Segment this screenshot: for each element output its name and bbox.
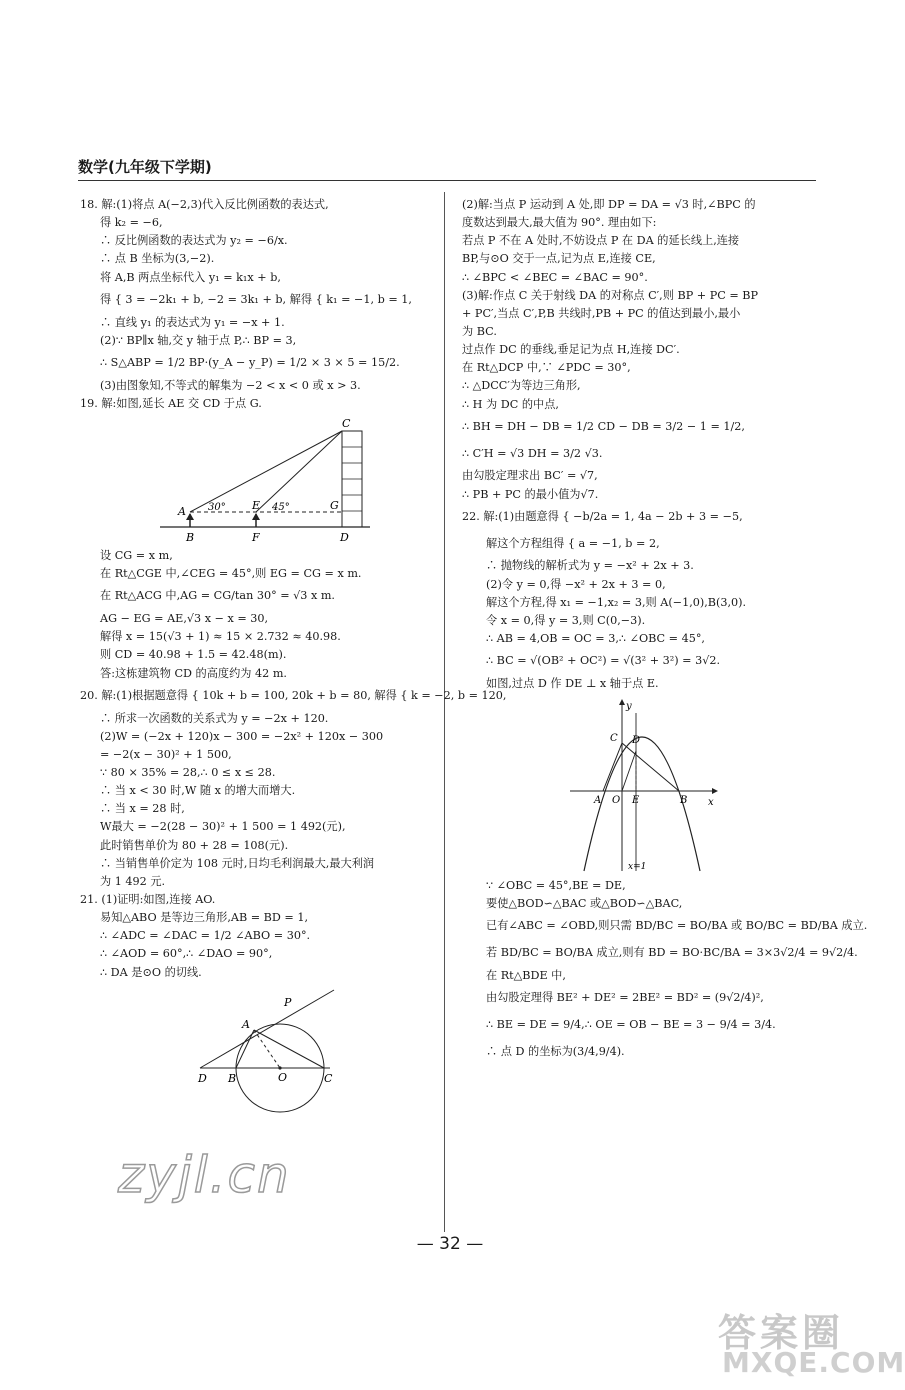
text-line: 度数达到最大,最大值为 90°. 理由如下:: [462, 216, 657, 230]
text-line: 18. 解:(1)将点 A(−2,3)代入反比例函数的表达式,: [80, 198, 329, 211]
text-line: ∴ 点 D 的坐标为(3/4,9/4).: [486, 1045, 625, 1059]
fig21-label-a: A: [242, 1017, 250, 1031]
text-line: = −2(x − 30)² + 1 500,: [100, 747, 232, 761]
fig19-angle-30: 30°: [208, 502, 226, 514]
text-line: 过点作 DC 的垂线,垂足记为点 H,连接 DC′.: [462, 343, 680, 357]
text-line: ∴ 点 B 坐标为(3,−2).: [100, 252, 215, 266]
text-line: ∴ 抛物线的解析式为 y = −x² + 2x + 3.: [486, 559, 694, 573]
text-line: ∴ BC = √(OB² + OC²) = √(3² + 3²) = 3√2.: [486, 654, 721, 668]
fig22-label-d: D: [632, 735, 641, 747]
watermark-stamp: 答案圈: [718, 1311, 845, 1355]
page-number: — 32 —: [416, 1234, 484, 1254]
text-line: ∴ △DCC′为等边三角形,: [462, 379, 581, 393]
text-line: 由勾股定理得 BE² + DE² = 2BE² = BD² = (9√2/4)²,: [486, 991, 764, 1005]
fig19-label-e: E: [252, 499, 261, 513]
text-line: 为 1 492 元.: [100, 874, 166, 888]
text-line: 由勾股定理求出 BC′ = √7,: [462, 469, 598, 483]
text-line: 要使△BOD∽△BAC 或△BOD∽△BAC,: [486, 897, 683, 911]
text-line: 将 A,B 两点坐标代入 y₁ = k₁x + b,: [100, 270, 281, 284]
fig19-label-a: A: [178, 505, 186, 519]
fig22-label-o: O: [612, 795, 621, 807]
text-line: 如图,过点 D 作 DE ⊥ x 轴于点 E.: [486, 677, 659, 691]
text-line: 在 Rt△DCP 中,∵ ∠PDC = 30°,: [462, 361, 631, 375]
text-line: ∴ PB + PC 的最小值为√7.: [462, 487, 599, 501]
text-line: 得 { 3 = −2k₁ + b, −2 = 3k₁ + b, 解得 { k₁ = −1, b = 1,: [100, 292, 412, 306]
text-line: (3)由图象知,不等式的解集为 −2 < x < 0 或 x > 3.: [100, 378, 361, 392]
text-line: ∴ AB = 4,OB = OC = 3,∴ ∠OBC = 45°,: [486, 632, 705, 646]
text-line: 易知△ABO 是等边三角形,AB = BD = 1,: [100, 911, 309, 925]
text-line: ∴ 当 x < 30 时,W 随 x 的增大而增大.: [100, 784, 296, 798]
text-line: 得 k₂ = −6,: [100, 216, 163, 230]
text-line: ∴ S△ABP = 1/2 BP·(y_A − y_P) = 1/2 × 3 × 5 = 15/2.: [100, 355, 400, 369]
text-line: 解这个方程,得 x₁ = −1,x₂ = 3,则 A(−1,0),B(3,0).: [486, 595, 747, 609]
figure-19-building-diagram: [80, 415, 420, 545]
text-line: 20. 解:(1)根据题意得 { 10k + b = 100, 20k + b = 80, 解得 { k = −2, b = 120,: [80, 688, 507, 702]
fig22-label-y: y: [626, 701, 632, 713]
page-header-title: 数学(九年级下学期): [78, 158, 212, 176]
fig22-label-b: B: [680, 795, 688, 807]
text-line: 已有∠ABC = ∠OBD,则只需 BD/BC = BO/BA 或 BO/BC = BD/BA 成立.: [486, 919, 868, 933]
fig21-label-c: C: [324, 1071, 333, 1085]
text-line: (2)W = (−2x + 120)x − 300 = −2x² + 120x − 300: [100, 729, 384, 743]
fig22-label-x: x: [708, 797, 714, 809]
text-line: 此时销售单价为 80 + 28 = 108(元).: [100, 838, 289, 852]
text-line: 22. 解:(1)由题意得 { −b/2a = 1, 4a − 2b + 3 = −5,: [462, 509, 743, 523]
fig19-label-c: C: [342, 417, 351, 431]
text-line: AG − EG = AE,√3 x − x = 30,: [100, 612, 269, 626]
text-line: 解这个方程组得 { a = −1, b = 2,: [486, 536, 660, 550]
fig19-angle-45: 45°: [272, 502, 290, 514]
text-line: ∵ 80 × 35% = 28,∴ 0 ≤ x ≤ 28.: [100, 766, 276, 780]
text-line: 则 CD = 40.98 + 1.5 = 42.48(m).: [100, 648, 287, 662]
fig22-label-e: E: [632, 795, 640, 807]
fig22-label-a: A: [594, 795, 602, 807]
text-line: 21. (1)证明:如图,连接 AO.: [80, 893, 216, 907]
fig19-label-d: D: [340, 531, 349, 545]
fig22-axis-note: x=1: [628, 862, 647, 873]
text-line: + PC′,当点 C′,P,B 共线时,PB + PC 的值达到最小,最小: [462, 306, 741, 320]
text-line: ∴ 所求一次函数的关系式为 y = −2x + 120.: [100, 711, 329, 725]
text-line: ∴ H 为 DC 的中点,: [462, 397, 559, 411]
text-line: 答:这栋建筑物 CD 的高度约为 42 m.: [100, 666, 287, 680]
text-line: W最大 = −2(28 − 30)² + 1 500 = 1 492(元),: [100, 820, 346, 834]
text-line: 令 x = 0,得 y = 3,则 C(0,−3).: [486, 613, 646, 627]
text-line: 解得 x = 15(√3 + 1) ≈ 15 × 2.732 ≈ 40.98.: [100, 630, 341, 644]
text-line: BP,与⊙O 交于一点,记为点 E,连接 CE,: [462, 252, 656, 266]
text-line: ∴ ∠BPC < ∠BEC = ∠BAC = 90°.: [462, 270, 648, 284]
text-line: ∴ BE = DE = 9/4,∴ OE = OB − BE = 3 − 9/4 = 3/4.: [486, 1018, 776, 1032]
text-line: ∴ 当销售单价定为 108 元时,日均毛利润最大,最大利润: [100, 856, 375, 870]
text-line: 为 BC.: [462, 324, 497, 338]
watermark-zyjl: zyjl.cn: [118, 1146, 291, 1204]
text-line: ∵ ∠OBC = 45°,BE = DE,: [486, 879, 626, 893]
text-line: ∴ C′H = √3 DH = 3/2 √3.: [462, 446, 603, 460]
text-line: ∴ 反比例函数的表达式为 y₂ = −6/x.: [100, 234, 288, 248]
text-line: ∴ 直线 y₁ 的表达式为 y₁ = −x + 1.: [100, 315, 285, 329]
fig22-label-c: C: [610, 733, 618, 745]
fig21-label-o: O: [278, 1070, 288, 1084]
text-line: ∴ ∠ADC = ∠DAC = 1/2 ∠ABO = 30°.: [100, 929, 311, 943]
text-line: 19. 解:如图,延长 AE 交 CD 于点 G.: [80, 396, 262, 410]
right-column: [462, 196, 868, 1066]
text-line: (2)解:当点 P 运动到 A 处,即 DP = DA = √3 时,∠BPC 的: [462, 198, 756, 211]
fig21-label-b: B: [228, 1071, 237, 1085]
text-line: 若 BD/BC = BO/BA 成立,则有 BD = BO·BC/BA = 3×3√2/4 = 9√2/4.: [486, 946, 858, 960]
text-line: ∴ BH = DH − DB = 1/2 CD − DB = 3/2 − 1 = 1/2,: [462, 419, 745, 433]
figure-22-parabola-graph: [462, 695, 818, 875]
figure-21-circle-diagram: [80, 984, 420, 1114]
fig19-label-f: F: [252, 531, 260, 545]
column-divider: [444, 192, 445, 1232]
text-line: ∴ ∠AOD = 60°,∴ ∠DAO = 90°,: [100, 947, 273, 961]
text-line: ∴ DA 是⊙O 的切线.: [100, 965, 202, 979]
text-line: 若点 P 不在 A 处时,不妨设点 P 在 DA 的延长线上,连接: [462, 234, 740, 248]
watermark-url: MXQE.COM: [722, 1346, 905, 1379]
text-line: (3)解:作点 C 关于射线 DA 的对称点 C′,则 BP + PC = BP: [462, 288, 759, 302]
fig21-label-p: P: [284, 995, 292, 1009]
text-line: 设 CG = x m,: [100, 549, 173, 563]
text-line: (2)∵ BP∥x 轴,交 y 轴于点 P,∴ BP = 3,: [100, 333, 297, 347]
fig19-label-g: G: [330, 499, 339, 513]
text-line: ∴ 当 x = 28 时,: [100, 802, 185, 816]
text-line: 在 Rt△CGE 中,∠CEG = 45°,则 EG = CG = x m.: [100, 567, 362, 581]
text-line: (2)令 y = 0,得 −x² + 2x + 3 = 0,: [486, 577, 666, 591]
text-line: 在 Rt△BDE 中,: [486, 969, 566, 983]
header-rule: [78, 180, 816, 181]
fig21-label-d: D: [198, 1071, 207, 1085]
text-line: 在 Rt△ACG 中,AG = CG/tan 30° = √3 x m.: [100, 589, 335, 603]
fig19-label-b: B: [186, 531, 195, 545]
